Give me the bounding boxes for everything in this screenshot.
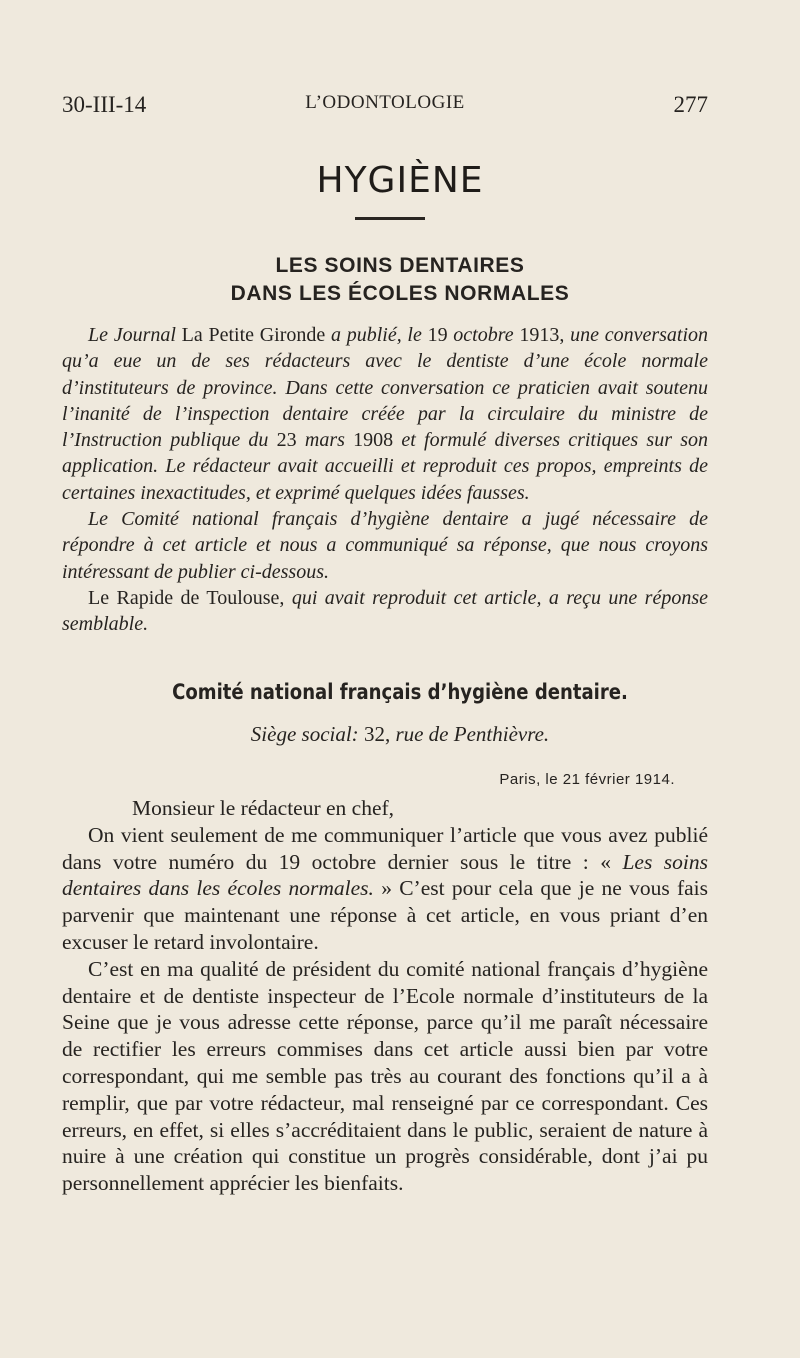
dateline: Paris, le 21 février 1914.	[499, 771, 675, 788]
title-rule	[355, 217, 425, 220]
section-title: HYGIÈNE	[316, 160, 484, 201]
headquarters-line: Siège social: 32, rue de Penthièvre.	[250, 722, 550, 746]
intro-paragraph-3: Le Rapide de Toulouse, qui avait reproduit cet article, a reçu une réponse semblable.	[62, 586, 708, 636]
committee-heading: Comité national français d’hygiène dentaire.	[172, 680, 628, 704]
intro-paragraph-2: Le Comité national français d’hygiène dentaire a jugé nécessaire de répondre à cet article et nous a communiqué sa réponse, que nous croyons intéressant de publier ci-dessous.	[62, 508, 708, 583]
intro-paragraph-1: Le Journal La Petite Gironde a publié, le 19 octobre 1913, une conversation qu’a eue un de ses rédacteurs avec le dentiste d’une école normale d’instituteurs de province. Dans cette conversation ce praticien avait soutenu l’inanité de l’inspection dentaire créée par la circulaire du ministre de l’Instruction publique du 23 mars 1908 et formulé diverses critiques sur son application. Le rédacteur avait accueilli et reproduit ces propos, empreints de certaines inexactitudes, et exprimé quelques idées fausses.	[62, 324, 709, 504]
letter-paragraph-2: C’est en ma qualité de président du comité national français d’hygiène dentaire et de dentiste inspecteur de l’Ecole normale d’instituteurs de la Seine que je vous adresse cette réponse, parce qu’il me paraît nécessaire de rectifier les erreurs commises dans cet article aussi bien par votre correspondant, qui me semble pas très au courant des fonctions qu’il a à remplir, que par votre rédacteur, mal renseigné par ce correspondant. Ces erreurs, en effet, si elles s’accréditaient dans le public, seraient de nature à nuire à une création qui constitue un progrès considérable, dont j’ai pu personnellement apprécier les bienfaits.	[62, 956, 708, 1196]
issue-date: 30-III-14	[62, 92, 147, 117]
intro-text	[62, 322, 708, 638]
article-title-line1: LES SOINS DENTAIRES	[275, 254, 525, 277]
salutation: Monsieur le rédacteur en chef,	[132, 796, 395, 820]
journal-name: L’ODONTOLOGIE	[305, 92, 465, 113]
page-number: 277	[673, 92, 708, 117]
letter-body	[62, 795, 708, 1197]
running-head	[62, 92, 708, 122]
letter-paragraph-1: On vient seulement de me communiquer l’article que vous avez publié dans votre numéro du 19 octobre dernier sous le titre : « Les soins dentaires dans les écoles normales. » C’est pour cela que je ne vous fais parvenir que maintenant une réponse à cet article, en vous priant d’en excuser le retard involontaire.	[62, 822, 709, 954]
article-title-line2: DANS LES ÉCOLES NORMALES	[230, 282, 570, 305]
